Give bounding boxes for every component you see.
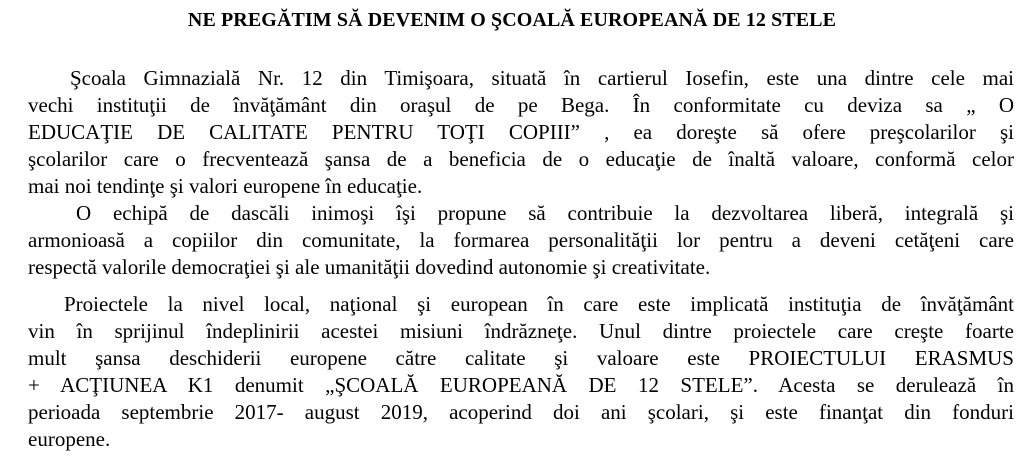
paragraph-3-line-2: vin în sprijinul îndeplinirii acestei misiuni îndrăzneţe. Unul dintre proiectele care creşte foarte	[28, 319, 1014, 343]
document-title: NE PREGĂTIM SĂ DEVENIM O ŞCOALĂ EUROPEANĂ DE 12 STELE	[187, 9, 837, 31]
paragraph-1-line-2: vechi instituţii de învăţământ din oraşul de pe Bega. În conformitate cu deviza sa „ O	[28, 93, 1014, 117]
paragraph-2-line-2: armonioasă a copiilor din comunitate, la formarea personalităţii lor pentru a deveni cetăţeni care	[28, 228, 1014, 252]
paragraph-1-line-4: şcolarilor care o frecventează şansa de a beneficia de o educaţie de înaltă valoare, conformă celor	[28, 147, 1014, 171]
paragraph-2-line-1: O echipă de dascăli inimoşi îşi propune să contribuie la dezvoltarea liberă, integrală şi	[76, 201, 1014, 225]
paragraph-3-line-1: Proiectele la nivel local, naţional şi european în care este implicată instituţia de învăţământ	[64, 292, 1014, 316]
paragraph-3-line-3: mult şansa deschiderii europene către calitate şi valoare este PROIECTULUI ERASMUS	[28, 346, 1014, 370]
paragraph-3-line-4: + ACŢIUNEA K1 denumit „ŞCOALĂ EUROPEANĂ DE 12 STELE”. Acesta se derulează în	[28, 373, 1014, 397]
paragraph-1-line-1: Şcoala Gimnazială Nr. 12 din Timişoara, situată în cartierul Iosefin, este una dintre cele mai	[70, 66, 1014, 90]
paragraph-3-line-6: europene.	[28, 427, 111, 451]
paragraph-1-line-3: EDUCAŢIE DE CALITATE PENTRU TOŢI COPIII” , ea doreşte să ofere preşcolarilor şi	[28, 120, 1014, 144]
paragraph-1-line-5: mai noi tendinţe şi valori europene în educaţie.	[28, 174, 423, 198]
paragraph-3-line-5: perioada septembrie 2017- august 2019, acoperind doi ani şcolari, şi este finanţat din fonduri	[28, 400, 1014, 424]
paragraph-2-line-3: respectă valorile democraţiei şi ale umanităţii dovedind autonomie şi creativitate.	[28, 255, 711, 279]
